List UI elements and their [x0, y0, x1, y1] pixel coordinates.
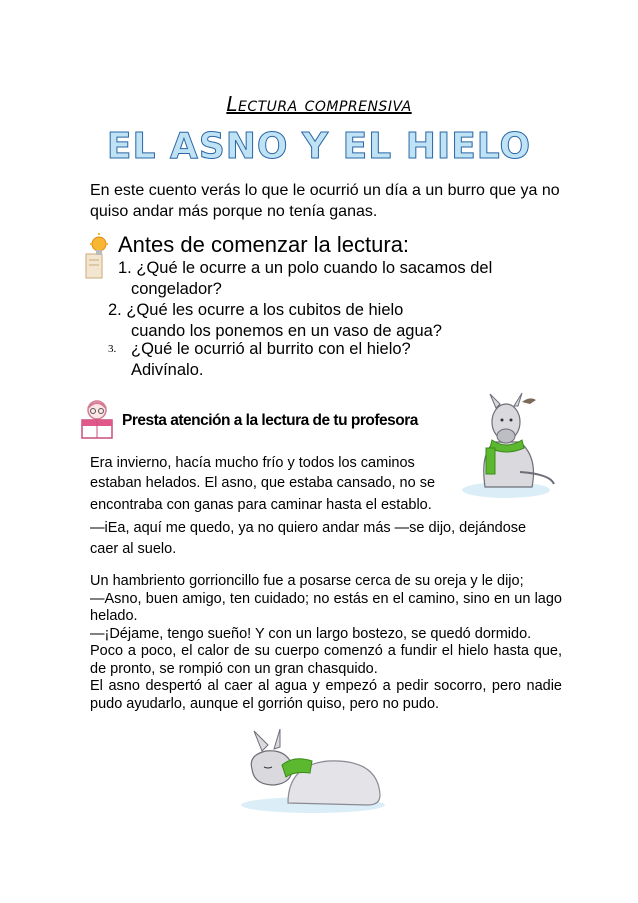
- donkey-sitting-illustration: [450, 392, 562, 502]
- story-line: encontraba con ganas para caminar hasta el establo.: [90, 497, 432, 513]
- lightbulb-icon: [82, 232, 110, 280]
- question-text: ¿Qué les ocurre a los cubitos de hielo: [126, 301, 404, 319]
- story-paragraph-2: [90, 573, 562, 713]
- story-line: —Asno, buen amigo, ten cuidado; no estás en el camino, sino en un lago helado.: [90, 590, 562, 624]
- question-text: ¿Qué le ocurre a un polo cuando lo sacamos del: [136, 259, 493, 277]
- question-number: 1.: [118, 259, 132, 277]
- story-line: Un hambriento gorrioncillo fue a posarse cerca de su oreja y le dijo;: [90, 573, 524, 589]
- story-line: caer al suelo.: [90, 541, 177, 557]
- question-number: 3.: [108, 343, 117, 355]
- donkey-sleeping-illustration: [238, 725, 388, 815]
- question-number: 2.: [108, 301, 122, 319]
- question-2: [108, 300, 403, 321]
- antes-title: Antes de comenzar la lectura:: [118, 232, 410, 257]
- story-line: Poco a poco, el calor de su cuerpo comenzó a fundir el hielo hasta que, de pronto, se rompió con un gran chasquido.: [90, 643, 562, 677]
- story-line: —¡Déjame, tengo sueño! Y con un largo bostezo, se quedó dormido.: [90, 625, 532, 642]
- question-2-cont: cuando los ponemos en un vaso de agua?: [131, 322, 442, 340]
- presta-atencion: Presta atención a la lectura de tu profesora: [122, 412, 418, 429]
- page-title: EL ASNO Y EL HIELO: [106, 126, 532, 167]
- question-1-cont: congelador?: [131, 280, 222, 298]
- story-line: estaban helados. El asno, que estaba cansado, no se: [90, 475, 436, 491]
- question-3: ¿Qué le ocurrió al burrito con el hielo?: [131, 340, 411, 358]
- page-subtitle: Lectura comprensiva: [226, 92, 412, 116]
- story-line: El asno despertó al caer al agua y empezó a pedir socorro, pero nadie pudo ayudarlo, aunque el gorrión quiso, pero no pudo.: [90, 678, 562, 712]
- question-3-cont: Adivínalo.: [131, 361, 204, 379]
- intro-text: En este cuento verás lo que le ocurrió un día a un burro que ya no quiso andar más porque no tenía ganas.: [90, 182, 560, 220]
- story-line: —iEa, aquí me quedo, ya no quiero andar más —se dijo, dejándose: [90, 520, 527, 536]
- story-line: Era invierno, hacía mucho frío y todos los caminos: [90, 455, 415, 471]
- question-1: [118, 258, 492, 279]
- girl-reading-icon: [78, 398, 116, 440]
